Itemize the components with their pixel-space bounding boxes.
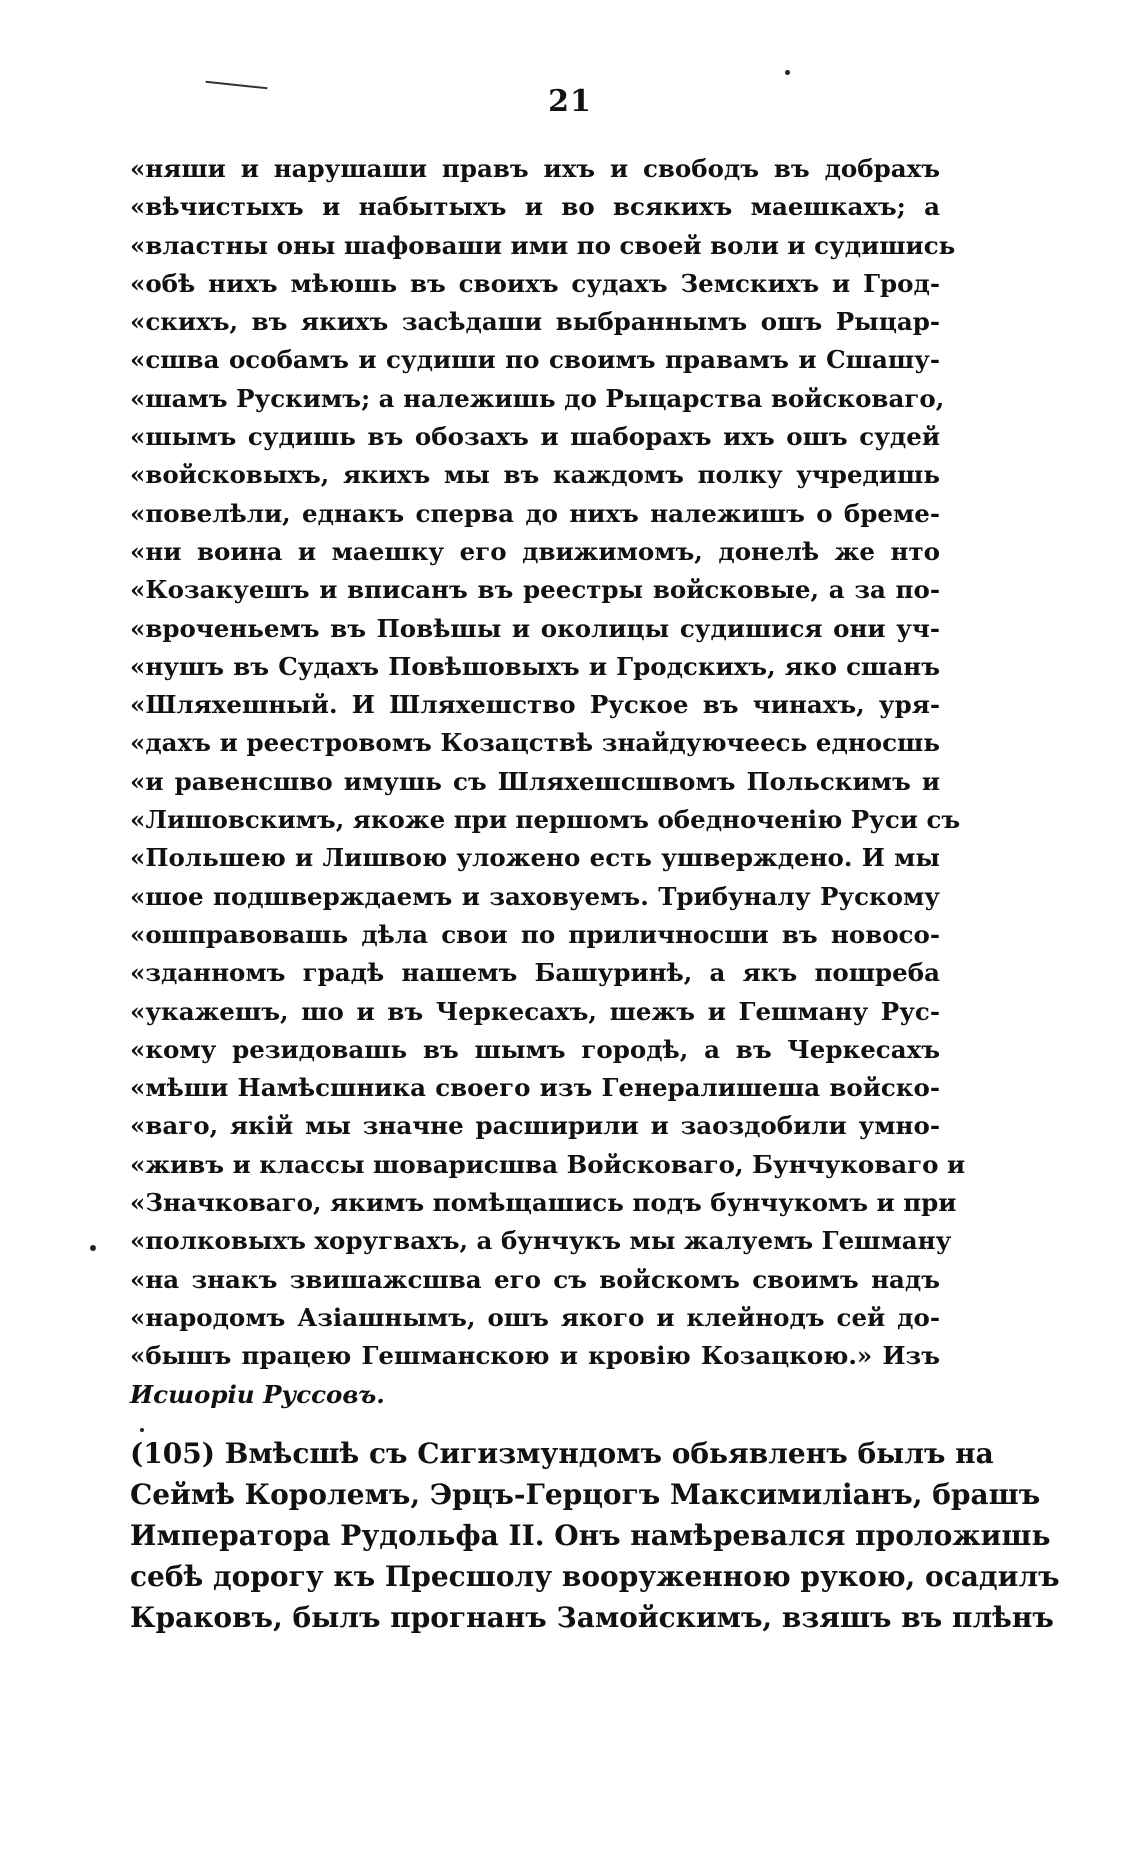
text-line: «ошправовашь дѣла свои по приличносши въ новосо- bbox=[130, 919, 940, 949]
text-line: «вѣчистыхъ и набытыхъ и во всякихъ маешкахъ; а bbox=[130, 192, 940, 222]
text-line: Императора Рудольфа II. Онъ намѣревался проложишь bbox=[130, 1519, 1051, 1552]
text-line: «нушъ въ Судахъ Повѣшовыхъ и Гродскихъ, яко сшанъ bbox=[130, 651, 940, 681]
text-line: «на знакъ звишажсшва его съ войскомъ своимъ надъ bbox=[130, 1264, 940, 1294]
text-line: «Козакуешъ и вписанъ въ реестры войсковые, а за по- bbox=[130, 575, 940, 605]
text-line: себѣ дорогу къ Пресшолу вооруженною рукою, осадилъ bbox=[130, 1560, 1060, 1593]
text-line: «полковыхъ хоругвахъ, а бунчукъ мы жалуемъ Гешману bbox=[130, 1226, 952, 1256]
text-line: «шамъ Рускимъ; а належишь до Рыцарства войсковаго, bbox=[130, 383, 945, 413]
quoted-text-block bbox=[130, 150, 966, 1414]
text-line: «скихъ, въ якихъ засѣдаши выбраннымъ ошъ Рыцар- bbox=[130, 307, 940, 337]
text-line: «няши и нарушаши правъ ихъ и свободъ въ добрахъ bbox=[130, 154, 940, 183]
text-line: «войсковыхъ, якихъ мы въ каждомъ полку учредишь bbox=[130, 460, 940, 490]
text-line: «живъ и классы шоварисшва Войсковаго, Бунчуковаго и bbox=[130, 1149, 966, 1179]
text-line: «Польшею и Лишвою уложено есть ушверждено. И мы bbox=[130, 843, 940, 873]
text-line: «шое подшверждаемъ и заховуемъ. Трибуналу Рускому bbox=[130, 881, 940, 911]
text-line: «властны оны шафоваши ими по своей воли и судишись bbox=[130, 230, 956, 260]
text-line: «Значковаго, якимъ помѣщашись подъ бунчукомъ и при bbox=[130, 1188, 957, 1218]
text-line: «сшва особамъ и судиши по своимъ правамъ и Сшашу- bbox=[130, 345, 940, 375]
text-line: «Шляхешный. И Шляхешство Руское въ чинахъ, уря- bbox=[130, 690, 940, 720]
text-line: «Лишовскимъ, якоже при першомъ обедноченію Руси съ bbox=[130, 805, 961, 835]
text-line: «шымъ судишь въ обозахъ и шаборахъ ихъ ошъ судей bbox=[130, 422, 940, 452]
text-line: «дахъ и реестровомъ Козацствѣ знайдуючеесь едносшь bbox=[130, 728, 940, 758]
text-line: «бышъ працею Гешманскою и кровію Козацкою.» Изъ bbox=[130, 1341, 940, 1371]
text-line: «народомъ Азіашнымъ, ошъ якого и клейнодъ сей до- bbox=[130, 1302, 940, 1332]
footnote-105 bbox=[130, 1433, 1060, 1638]
text-line: «ни воина и маешку его движимомъ, донелѣ же нто bbox=[130, 536, 940, 566]
text-line: «кому резидовашь въ шымъ городѣ, а въ Черкесахъ bbox=[130, 1034, 940, 1064]
text-line: «укажешъ, шо и въ Черкесахъ, шежъ и Гешману Рус- bbox=[130, 996, 940, 1026]
text-line: «мѣши Намѣсшника своего изъ Генералишеша войско- bbox=[130, 1073, 940, 1103]
text-line: «и равенсшво имушь съ Шляхешсшвомъ Польскимъ и bbox=[130, 766, 940, 796]
text-line: «зданномъ градѣ нашемъ Башуринѣ, а якъ пошреба bbox=[130, 958, 940, 988]
text-line: «ваго, якій мы значне расширили и заоздобили умно- bbox=[130, 1111, 940, 1141]
source-citation: Исшоріи Руссовъ. bbox=[130, 1379, 385, 1409]
text-line: «повелѣли, еднакъ сперва до нихъ належишъ о бреме- bbox=[130, 498, 940, 528]
text-line: «обѣ нихъ мѣюшь въ своихъ судахъ Земскихъ и Грод- bbox=[130, 268, 940, 298]
page-number: 21 bbox=[548, 84, 592, 119]
ink-speck bbox=[140, 1428, 144, 1432]
text-line: (105) Вмѣсшѣ съ Сигизмундомъ обьявленъ былъ на bbox=[130, 1437, 994, 1470]
ink-speck bbox=[90, 1245, 96, 1251]
ink-speck bbox=[785, 70, 790, 75]
text-line: Сеймѣ Королемъ, Эрцъ-Герцогъ Максимиліанъ, брашъ bbox=[130, 1478, 1041, 1511]
text-line: «вроченьемъ въ Повѣшы и околицы судишися они уч- bbox=[130, 613, 940, 643]
text-line: Краковъ, былъ прогнанъ Замойскимъ, взяшъ въ плѣнъ bbox=[130, 1601, 1054, 1634]
